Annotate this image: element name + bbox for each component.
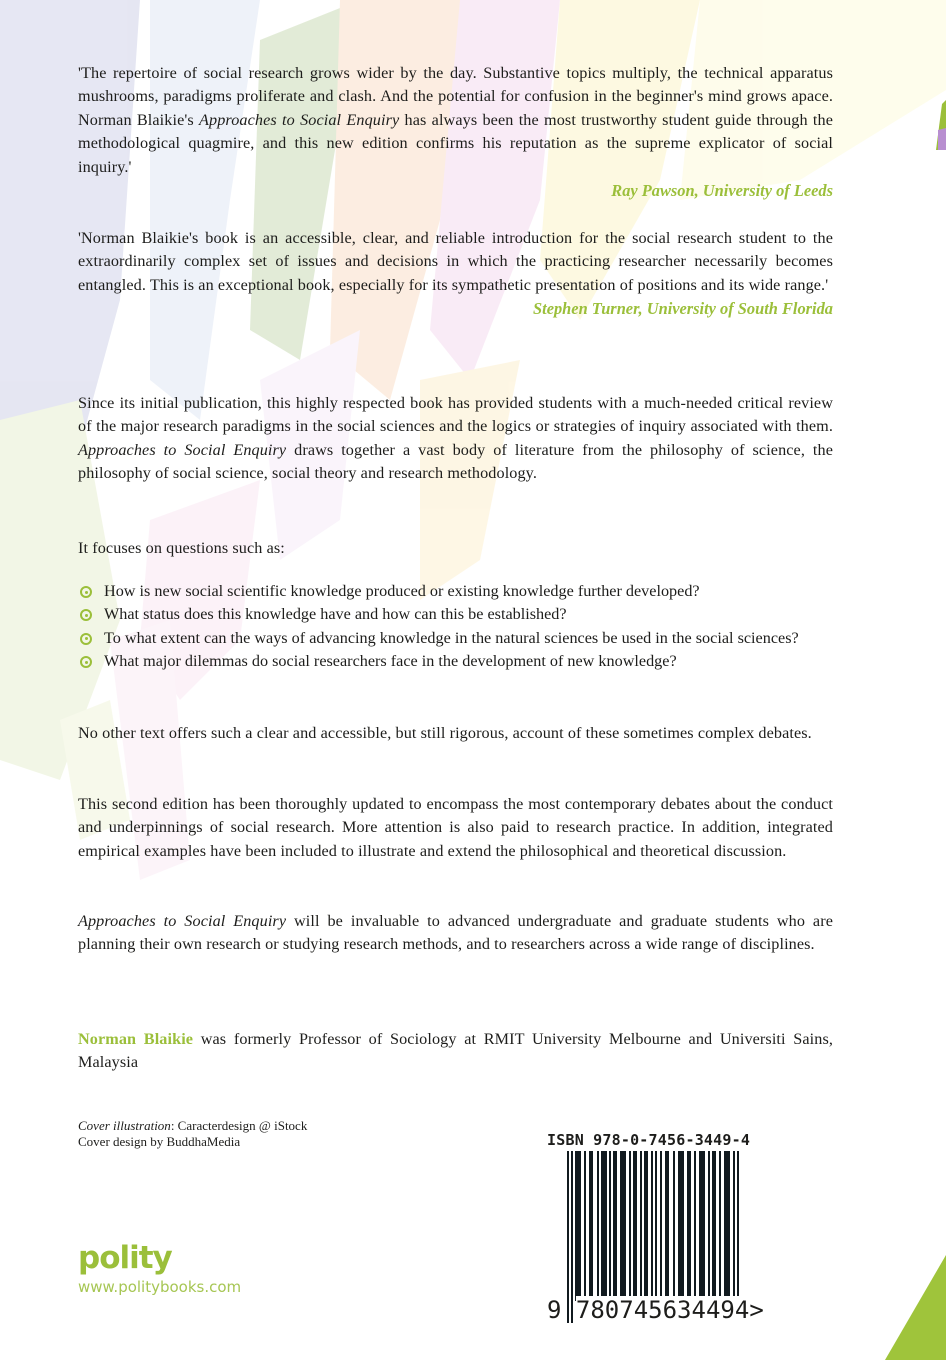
review-2-attribution: Stephen Turner, University of South Florida bbox=[533, 299, 833, 319]
review-1-quote: 'The repertoire of social research grows wider by the day. Substantive topics multiply, the technical apparatus mushrooms, paradigms proliferate and clash. And the potential for confusion in the beginner's mind grows apace. Norman Blaikie's Approaches to Social Enquiry has always been the most trustworthy student guide through the methodological quagmire, and this new edition confirms his reputation as the supreme explicator of social inquiry.' bbox=[78, 64, 834, 176]
review-2-quote: 'Norman Blaikie's book is an accessible, clear, and reliable introduction for the social research student to the extraordinarily complex set of issues and decisions in which the practicing researcher necessarily becomes entangled. This is an exceptional book, especially for its sympathetic presentation of positions and its wide range.' bbox=[78, 229, 833, 294]
isbn-barcode bbox=[547, 1131, 762, 1323]
publisher-logo bbox=[78, 1240, 241, 1296]
cover-credits: Cover illustration: Caracterdesign @ iStock Cover design by BuddhaMedia bbox=[78, 1118, 308, 1149]
review-2 bbox=[78, 227, 833, 320]
isbn-label: ISBN 978-0-7456-3449-4 bbox=[547, 1131, 751, 1149]
circle-bullet-icon bbox=[80, 656, 92, 668]
questions-list bbox=[78, 580, 833, 674]
publisher-name: polity bbox=[78, 1240, 172, 1276]
bottom-right-green-triangle bbox=[885, 1255, 946, 1360]
barcode-digits: 9 780745634494> bbox=[547, 1296, 764, 1324]
description-intro bbox=[78, 392, 833, 486]
circle-bullet-icon bbox=[80, 609, 92, 621]
question-item: To what extent can the ways of advancing knowledge in the natural sciences be used in the social sciences? bbox=[78, 627, 833, 650]
intro-paragraph: Since its initial publication, this highly respected book has provided students with a much-needed critical review of the major research paradigms in the social sciences and the logics or strategies of inquiry associated with them. Approaches to Social Enquiry draws together a vast body of literature from the philosophy of science, the philosophy of social science, social theory and research methodology. bbox=[78, 394, 833, 483]
focus-lead: It focuses on questions such as: bbox=[78, 539, 285, 557]
author-bio: Norman Blaikie was formerly Professor of Sociology at RMIT University Melbourne and Universiti Sains, Malaysia bbox=[78, 1030, 833, 1072]
question-item: What status does this knowledge have and how can this be established? bbox=[78, 603, 833, 626]
circle-bullet-icon bbox=[80, 633, 92, 645]
question-item: What major dilemmas do social researchers face in the development of new knowledge? bbox=[78, 650, 833, 673]
circle-bullet-icon bbox=[80, 586, 92, 598]
second-edition-paragraph: This second edition has been thoroughly updated to encompass the most contemporary debates about the conduct and underpinnings of social research. More attention is also paid to research practice. In addition, integrated empirical examples have been included to illustrate and extend the philosophical and theoretical discussion. bbox=[78, 795, 833, 860]
top-right-corner-ribbons bbox=[936, 100, 946, 150]
question-item: How is new social scientific knowledge produced or existing knowledge further developed? bbox=[78, 580, 833, 603]
review-1-attribution: Ray Pawson, University of Leeds bbox=[611, 181, 833, 201]
review-1 bbox=[78, 62, 833, 202]
author-name: Norman Blaikie bbox=[78, 1030, 194, 1048]
audience-paragraph: Approaches to Social Enquiry will be invaluable to advanced undergraduate and graduate students who are planning their own research or studying research methods, and to researchers across a wide range of disciplines. bbox=[78, 912, 833, 954]
no-other-paragraph: No other text offers such a clear and accessible, but still rigorous, account of these sometimes complex debates. bbox=[78, 724, 812, 742]
publisher-url: www.politybooks.com bbox=[78, 1278, 242, 1296]
